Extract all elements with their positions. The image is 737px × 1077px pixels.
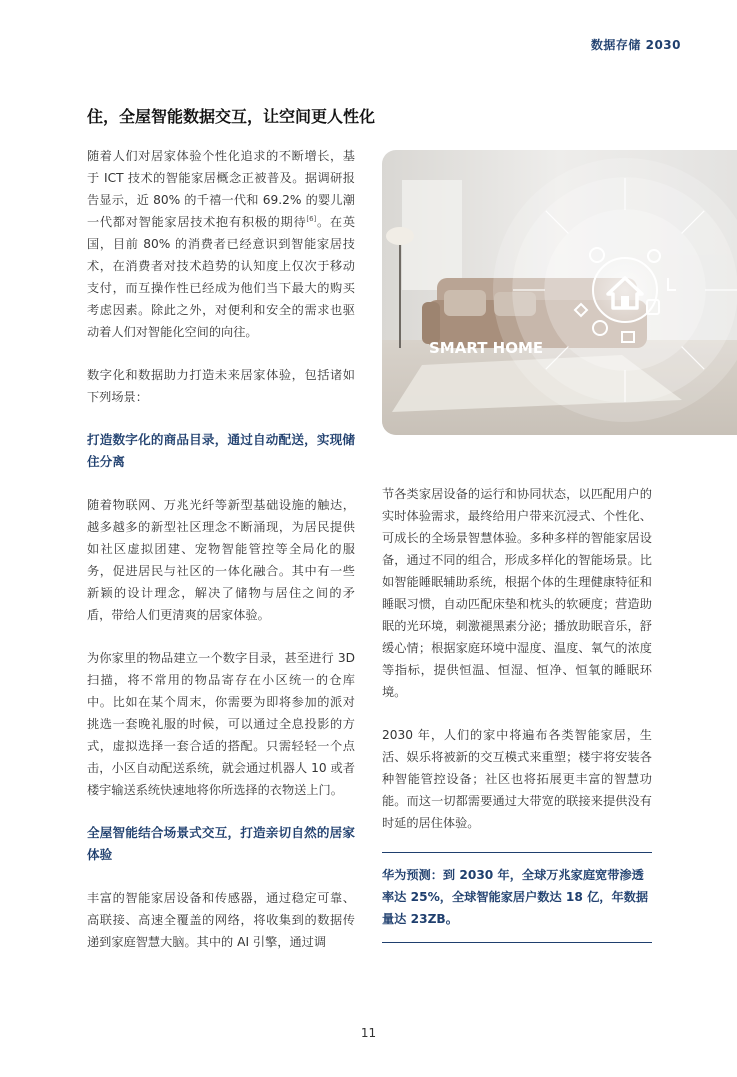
subheading-whole-home: 全屋智能结合场景式交互，打造亲切自然的居家体验 bbox=[87, 825, 355, 862]
paragraph-intro-b: 。在英国，目前 80% 的消费者已经意识到智能家居技术，在消费者对技术趋势的认知度上仅次于移动支付，而互操作性已经成为他们当下最大的购买考虑因素。除此之外，对便利和安全的需求也驱动着人们对智能化空间的向往。 bbox=[87, 215, 356, 339]
paragraph-scenarios: 数字化和数据助力打造未来居家体验，包括诸如下列场景： bbox=[87, 368, 355, 404]
running-header: 数据存储 2030 bbox=[590, 38, 681, 52]
paragraph-intro-a: 随着人们对居家体验个性化追求的不断增长，基于 ICT 技术的智能家居概念正被普及。据调研报告显示，近 80% 的千禧一代和 69.2% 的婴儿潮一代都对智能家居技术抱有积极的期待 bbox=[87, 149, 355, 229]
paragraph-community: 随着物联网、万兆光纤等新型基础设施的触达，越多越多的新型社区理念不断涌现，为居民提供如社区虚拟团建、宠物智能管控等全局化的服务，促进居民与社区的一体化融合。其中有一些新颖的设计理念，解决了储物与居住之间的矛盾，带给人们更清爽的居家体验。 bbox=[87, 498, 355, 622]
left-column bbox=[87, 145, 355, 953]
huawei-forecast-text: 华为预测：到 2030 年，全球万兆家庭宽带渗透率达 25%，全球智能家居户数达 18 亿，年数据量达 23ZB。 bbox=[382, 868, 649, 926]
citation-ref: [6] bbox=[306, 214, 317, 223]
huawei-forecast-box bbox=[382, 852, 652, 943]
smart-home-photo bbox=[382, 150, 737, 435]
paragraph-2030-home: 2030 年，人们的家中将遍布各类智能家居，生活、娱乐将被新的交互模式来重塑；楼宇将安装各种智能管控设备；社区也将拓展更丰富的智慧功能。而这一切都需要通过大带宽的联接来提供没有时延的居住体验。 bbox=[382, 728, 652, 830]
paragraph-ai-engine: 节各类家居设备的运行和协同状态，以匹配用户的实时体验需求，最终给用户带来沉浸式、个性化、可成长的全场景智慧体验。多种多样的智能家居设备，通过不同的组合，形成多样化的智能场景。比如智能睡眠辅助系统，根据个体的生理健康特征和睡眠习惯，自动匹配床垫和枕头的软硬度；营造助眠的光环境，刺激褪黑素分泌；播放助眠音乐，舒缓心情；根据家庭环境中湿度、温度、氧气的浓度等指标，提供恒温、恒湿、恒净、恒氧的睡眠环境。 bbox=[382, 487, 652, 699]
page-number: 11 bbox=[360, 1026, 377, 1040]
right-column bbox=[382, 483, 652, 834]
smart-home-label: SMART HOME bbox=[429, 339, 544, 357]
paragraph-intro bbox=[87, 145, 355, 343]
subheading-digital-catalog: 打造数字化的商品目录，通过自动配送，实现储住分离 bbox=[87, 432, 355, 469]
section-title: 住，全屋智能数据交互，让空间更人性化 bbox=[87, 107, 376, 126]
paragraph-devices: 丰富的智能家居设备和传感器，通过稳定可靠、高联接、高速全覆盖的网络，将收集到的数据传递到家庭智慧大脑。其中的 AI 引擎，通过调 bbox=[87, 891, 355, 949]
paragraph-digital-catalog: 为你家里的物品建立一个数字目录，甚至进行 3D 扫描，将不常用的物品寄存在小区统一的仓库中。比如在某个周末，你需要为即将参加的派对挑选一套晚礼服的时候，可以通过全息投影的方式，虚拟选择一套合适的搭配。只需轻轻一个点击，小区自动配送系统，就会通过机器人 10 或者楼宇输送系统快速地将你所选择的衣物送上门。 bbox=[87, 651, 355, 797]
